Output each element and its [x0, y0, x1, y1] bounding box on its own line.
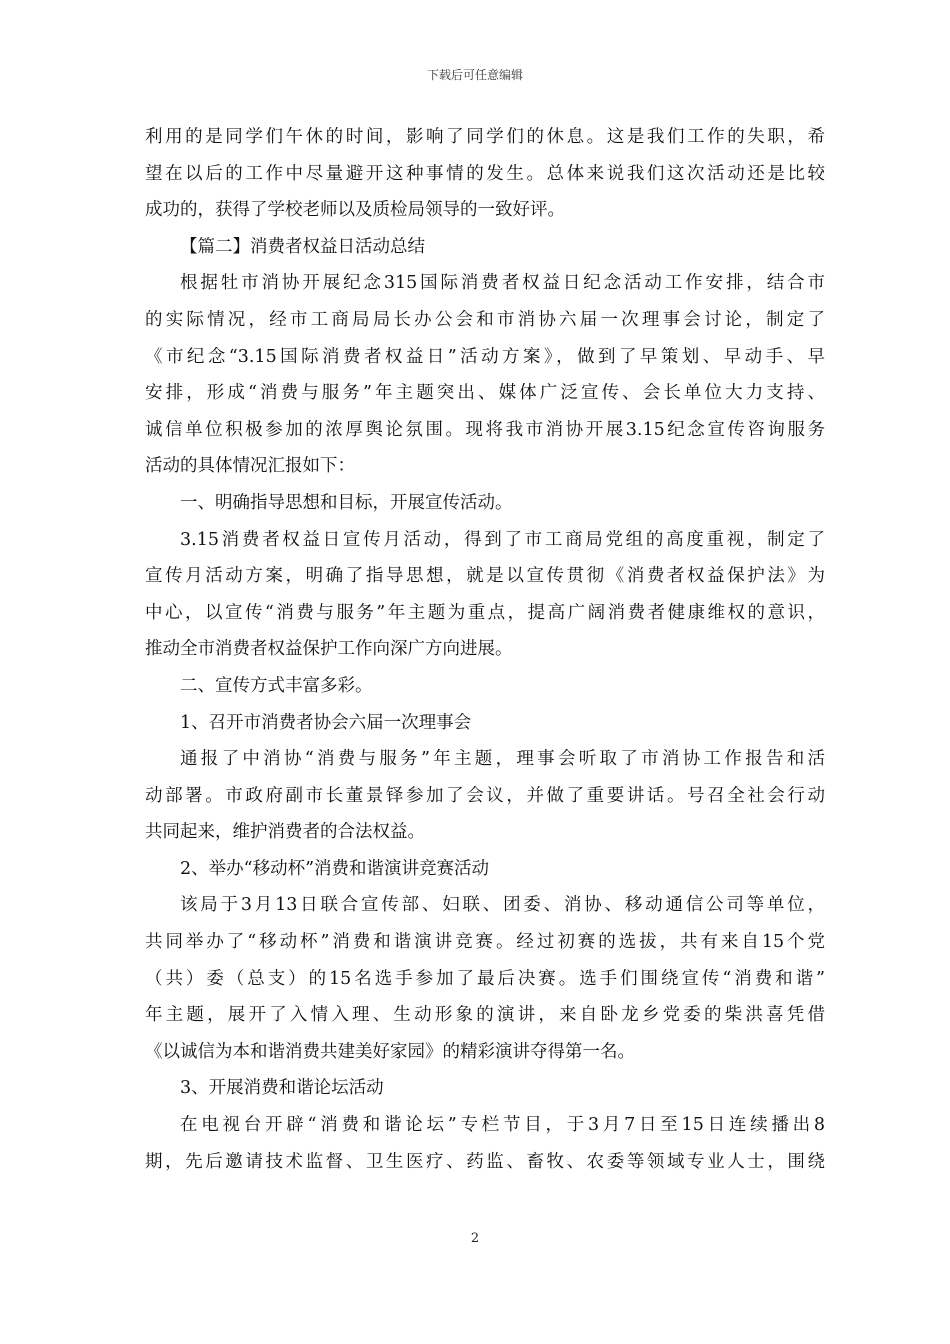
- subheading: 2、举办“移动杯”消费和谐演讲竞赛活动: [180, 858, 490, 879]
- paragraph-line: 宣传月活动方案，明确了指导思想，就是以宣传贯彻《消费者权益保护法》为: [145, 566, 825, 587]
- paragraph-line: 共同起来，维护消费者的合法权益。: [145, 822, 425, 843]
- paragraph-line: 中心，以宣传“消费与服务”年主题为重点，提高广阔消费者健康维权的意识，: [145, 602, 825, 623]
- paragraph-line: 的实际情况，经市工商局局长办公会和市消协六届一次理事会讨论，制定了: [145, 309, 825, 330]
- document-body: [145, 119, 825, 1180]
- paragraph-line: 活动的具体情况汇报如下：: [145, 456, 355, 477]
- paragraph-line: 安排，形成“消费与服务”年主题突出、媒体广泛宣传、会长单位大力支持、: [145, 383, 825, 404]
- subheading: 3、开展消费和谐论坛活动: [180, 1078, 384, 1099]
- paragraph-line: 年主题，展开了入情入理、生动形象的演讲，来自卧龙乡党委的柴洪喜凭借: [145, 1005, 825, 1026]
- page-header: 下载后可任意编辑: [426, 68, 523, 82]
- paragraph-line: 推动全市消费者权益保护工作向深广方向进展。: [145, 639, 513, 660]
- paragraph-line: 该局于3月13日联合宣传部、妇联、团委、消协、移动通信公司等单位，: [180, 895, 825, 916]
- paragraph-line: 3.15消费者权益日宣传月活动，得到了市工商局党组的高度重视，制定了: [180, 529, 825, 550]
- paragraph-line: 《以诚信为本和谐消费共建美好家园》的精彩演讲夺得第一名。: [145, 1041, 635, 1062]
- paragraph-line: 动部署。市政府副市长董景铎参加了会议，并做了重要讲话。号召全社会行动: [145, 785, 825, 806]
- paragraph-line: 根据牡市消协开展纪念315国际消费者权益日纪念活动工作安排，结合市: [180, 273, 825, 294]
- paragraph-line: （共）委（总支）的15名选手参加了最后决赛。选手们围绕宣传“消费和谐”: [145, 968, 825, 989]
- subheading: 一、明确指导思想和目标，开展宣传活动。: [180, 492, 513, 513]
- paragraph-line: 通报了中消协“消费与服务”年主题，理事会听取了市消协工作报告和活: [180, 749, 825, 770]
- paragraph-line: 在电视台开辟“消费和谐论坛”专栏节目，于3月7日至15日连续播出8: [180, 1115, 825, 1136]
- paragraph-line: 《市纪念“3.15国际消费者权益日”活动方案》，做到了早策划、早动手、早: [145, 346, 825, 367]
- section-heading: 【篇二】消费者权益日活动总结: [180, 236, 425, 257]
- subheading: 二、宣传方式丰富多彩。: [180, 675, 373, 696]
- paragraph-line: 成功的，获得了学校老师以及质检局领导的一致好评。: [145, 200, 565, 221]
- page-number: 2: [470, 1231, 480, 1246]
- paragraph-line: 共同举办了“移动杯”消费和谐演讲竞赛。经过初赛的选拔，共有来自15个党: [145, 932, 825, 953]
- paragraph-line: 利用的是同学们午休的时间，影响了同学们的休息。这是我们工作的失职，希: [145, 127, 825, 147]
- paragraph-line: 期，先后邀请技术监督、卫生医疗、药监、畜牧、农委等领域专业人士，围绕: [145, 1151, 825, 1172]
- paragraph-line: 望在以后的工作中尽量避开这种事情的发生。总体来说我们这次活动还是比较: [145, 163, 825, 184]
- paragraph-line: 诚信单位积极参加的浓厚舆论氛围。现将我市消协开展3.15纪念宣传咨询服务: [145, 419, 825, 440]
- subheading: 1、召开市消费者协会六届一次理事会: [180, 712, 472, 733]
